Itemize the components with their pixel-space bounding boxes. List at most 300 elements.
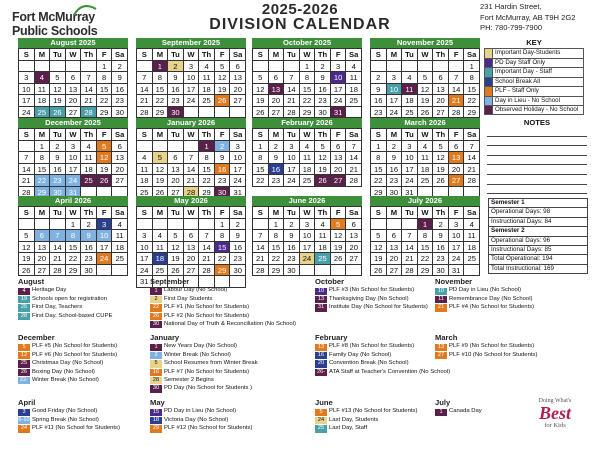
day-cell: 25 [464,253,480,265]
day-cell: 14 [81,84,97,96]
day-cell: 18 [315,242,331,254]
weekday-header: S [19,49,35,61]
event-label: Last Day, Staff [329,425,368,432]
event-label: School Resumes from Winter Break [164,360,258,367]
event-item [18,295,112,303]
event-group [150,398,252,433]
empty-cell [153,219,169,231]
day-cell: 23 [269,175,285,187]
day-cell: 24 [184,95,200,107]
day-cell: 20 [168,175,184,187]
day-cell: 29 [199,187,215,199]
weekday-header: W [184,207,200,219]
day-cell: 29 [300,107,316,119]
day-cell: 17 [300,242,316,254]
semester-line: Semester 1 [489,199,587,208]
event-month-title: September [150,277,190,286]
event-item [315,351,450,359]
day-cell: 20 [66,95,82,107]
day-cell: 24 [97,253,113,265]
event-date-swatch: 18 [150,417,162,424]
empty-cell [433,61,449,73]
empty-cell [346,107,362,119]
weekday-header: Tu [402,207,418,219]
note-line [487,156,587,166]
day-cell: 11 [300,152,316,164]
day-cell: 14 [253,242,269,254]
day-cell: 11 [418,152,434,164]
day-cell: 27 [66,107,82,119]
event-item [150,343,258,351]
day-cell: 11 [137,164,153,176]
day-cell: 12 [315,152,331,164]
event-date-swatch: 13 [435,344,447,351]
day-cell: 25 [315,253,331,265]
weekday-header: Sa [112,129,128,141]
day-cell: 8 [464,72,480,84]
day-cell: 13 [387,242,403,254]
day-cell: 3 [66,141,82,153]
day-cell: 17 [97,242,113,254]
empty-cell [387,61,403,73]
day-cell: 7 [346,141,362,153]
day-cell: 12 [97,152,113,164]
day-cell: 23 [315,95,331,107]
day-cell: 7 [199,230,215,242]
day-cell: 28 [402,265,418,277]
empty-cell [253,219,269,231]
event-date-swatch: 12 [18,352,30,359]
day-cell: 25 [112,253,128,265]
day-cell: 4 [35,72,51,84]
month-grid [370,128,480,198]
day-cell: 31 [66,187,82,199]
day-cell: 12 [168,242,184,254]
day-cell: 9 [387,152,403,164]
day-cell: 9 [371,84,387,96]
event-item [18,416,120,424]
day-cell: 10 [184,72,200,84]
month-grid [370,206,480,276]
event-label: Canada Day [449,408,482,415]
day-cell: 20 [112,164,128,176]
day-cell: 4 [112,219,128,231]
day-cell: 10 [230,152,246,164]
empty-cell [153,141,169,153]
day-cell: 26 [153,187,169,199]
day-cell: 5 [168,230,184,242]
key-swatch [484,97,493,106]
day-cell: 26 [253,107,269,119]
day-cell: 16 [215,164,231,176]
day-cell: 17 [230,164,246,176]
event-date-swatch: 19 [18,296,30,303]
event-month-title: June [315,398,333,407]
event-label: Labour Day (No School) [164,287,228,294]
day-cell: 9 [269,152,285,164]
day-cell: 7 [402,230,418,242]
weekday-header: S [253,49,269,61]
empty-cell [300,265,316,277]
event-item [150,321,296,329]
event-date-swatch: 3 [18,409,30,416]
day-cell: 22 [418,253,434,265]
event-label: Winter Break (No School) [164,351,231,358]
weekday-header: S [137,129,153,141]
weekday-header: W [66,49,82,61]
key-label: Important Day - Staff [493,68,584,77]
month-calendar [18,118,128,198]
event-label: New Years Day (No School) [164,343,238,350]
day-cell: 30 [215,187,231,199]
day-cell: 2 [215,141,231,153]
month-title: February 2026 [252,118,362,128]
day-cell: 5 [418,72,434,84]
day-cell: 2 [387,141,403,153]
weekday-header: F [449,129,465,141]
day-cell: 20 [449,164,465,176]
day-cell: 26 [19,265,35,277]
day-cell: 25 [346,95,362,107]
event-label: PLF #9 (No School for Students) [449,343,535,350]
day-cell: 3 [300,219,316,231]
day-cell: 16 [387,164,403,176]
day-cell: 5 [371,230,387,242]
day-cell: 26 [331,253,347,265]
day-cell: 6 [230,61,246,73]
day-cell: 7 [50,230,66,242]
day-cell: 21 [346,164,362,176]
empty-cell [418,61,434,73]
event-date-swatch: 30 [150,321,162,328]
day-cell: 26 [97,175,113,187]
weekday-header: S [371,129,387,141]
day-cell: 10 [402,152,418,164]
event-date-swatch: 13 [315,296,327,303]
day-cell: 15 [371,164,387,176]
day-cell: 20 [269,95,285,107]
day-cell: 27 [433,107,449,119]
event-month-title: May [150,398,165,407]
empty-cell [371,219,387,231]
phone-number: PH: 780-799-7900 [480,23,543,32]
day-cell: 30 [433,265,449,277]
day-cell: 28 [199,265,215,277]
event-item [435,295,534,303]
event-item [435,408,482,416]
month-grid [18,128,128,198]
key-swatch [484,49,493,58]
day-cell: 25 [300,175,316,187]
event-date-swatch: 26 [18,369,30,376]
event-item [150,295,296,303]
month-grid [18,206,128,276]
event-label: Family Day (No School) [329,351,392,358]
day-cell: 30 [112,107,128,119]
day-cell: 5 [215,61,231,73]
event-month-title: March [435,333,458,342]
day-cell: 28 [50,265,66,277]
day-cell: 17 [137,253,153,265]
day-cell: 20 [35,253,51,265]
day-cell: 4 [402,72,418,84]
event-item [150,377,258,385]
month-title: April 2026 [18,196,128,206]
event-item [18,408,120,416]
weekday-header: Tu [50,129,66,141]
weekday-header: Sa [464,49,480,61]
day-cell: 24 [402,175,418,187]
weekday-header: W [418,49,434,61]
key-label: Day in Lieu - No School [493,97,584,106]
event-date-swatch: 25 [18,304,30,311]
day-cell: 1 [371,141,387,153]
day-cell: 27 [269,107,285,119]
event-item [435,343,537,351]
month-calendar [370,118,480,198]
weekday-header: F [331,49,347,61]
day-cell: 10 [387,84,403,96]
key-item [484,58,584,68]
day-cell: 31 [137,276,153,288]
day-cell: 30 [50,187,66,199]
day-cell: 23 [387,175,403,187]
address-line-2: Fort McMurray, AB T9H 2G2 [480,12,576,22]
day-cell: 11 [346,72,362,84]
key-label: Important Day-Students [493,49,584,58]
day-cell: 17 [387,95,403,107]
day-cell: 5 [331,219,347,231]
event-label: PLF #11 (No School for Students) [32,425,120,432]
event-label: PLF #10 (No School for Students) [449,351,538,358]
weekday-header: Tu [50,207,66,219]
empty-cell [402,219,418,231]
day-cell: 8 [215,230,231,242]
weekday-header: Tu [284,129,300,141]
day-cell: 24 [387,107,403,119]
event-date-swatch: 5 [150,360,162,367]
day-cell: 7 [253,230,269,242]
day-cell: 6 [168,152,184,164]
day-cell: 21 [184,175,200,187]
event-date-swatch: 1 [150,288,162,295]
weekday-header: Th [81,49,97,61]
day-cell: 30 [230,265,246,277]
note-line [487,165,587,175]
address-line-1: 231 Hardin Street, [480,2,542,11]
weekday-header: Tu [402,49,418,61]
event-label: PLF #12 (No School for Students) [164,425,253,432]
day-cell: 30 [315,107,331,119]
event-label: Institute Day (No School for Students) [329,304,428,311]
weekday-header: Th [315,129,331,141]
weekday-header: Tu [168,207,184,219]
day-cell: 9 [230,230,246,242]
day-cell: 7 [137,72,153,84]
empty-cell [35,219,51,231]
event-item [315,287,428,295]
day-cell: 19 [50,95,66,107]
day-cell: 21 [19,175,35,187]
weekday-header: F [449,49,465,61]
empty-cell [402,61,418,73]
event-date-swatch: 25 [18,360,30,367]
key-item [484,86,584,96]
weekday-header: Sa [112,49,128,61]
empty-cell [253,61,269,73]
event-label: PLF #13 (No School for Students) [329,408,418,415]
day-cell: 21 [81,95,97,107]
day-cell: 14 [137,84,153,96]
day-cell: 18 [418,164,434,176]
event-label: PLF #7 (No School for Students) [164,368,250,375]
day-cell: 12 [215,72,231,84]
day-cell: 13 [346,230,362,242]
event-date-swatch: 10 [315,288,327,295]
day-cell: 16 [81,242,97,254]
event-item [150,385,258,393]
day-cell: 25 [418,175,434,187]
day-cell: 19 [331,242,347,254]
day-cell: 24 [19,107,35,119]
weekday-header: S [253,207,269,219]
weekday-header: Tu [284,49,300,61]
day-cell: 8 [153,72,169,84]
day-cell: 2 [269,141,285,153]
day-cell: 7 [464,141,480,153]
day-cell: 22 [97,95,113,107]
weekday-header: Th [433,129,449,141]
day-cell: 14 [184,164,200,176]
day-cell: 9 [112,72,128,84]
weekday-header: Tu [168,129,184,141]
day-cell: 22 [35,175,51,187]
semester-line: Total Operational: 194 [489,255,587,264]
event-item [18,360,117,368]
event-label: Spring Break (No School) [32,416,99,423]
day-cell: 2 [315,61,331,73]
weekday-header: Sa [346,129,362,141]
day-cell: 21 [199,253,215,265]
semester-line: Total Instructional: 169 [491,264,555,272]
weekday-header: W [66,207,82,219]
day-cell: 15 [35,164,51,176]
day-cell: 11 [402,84,418,96]
day-cell: 15 [97,84,113,96]
weekday-header: W [300,129,316,141]
key-item [484,67,584,77]
event-item [18,351,117,359]
event-date-swatch: 29 [150,425,162,432]
day-cell: 1 [464,61,480,73]
day-cell: 28 [137,107,153,119]
day-cell: 6 [66,72,82,84]
day-cell: 18 [137,175,153,187]
month-title: March 2026 [370,118,480,128]
day-cell: 31 [402,187,418,199]
day-cell: 17 [19,95,35,107]
day-cell: 25 [35,107,51,119]
weekday-header: M [35,129,51,141]
weekday-header: F [215,207,231,219]
day-cell: 24 [331,95,347,107]
day-cell: 24 [449,253,465,265]
day-cell: 18 [112,242,128,254]
day-cell: 23 [433,253,449,265]
weekday-header: M [269,207,285,219]
day-cell: 2 [230,219,246,231]
day-cell: 25 [81,175,97,187]
day-cell: 12 [331,230,347,242]
month-title: May 2026 [136,196,246,206]
key-label: School Break All [493,78,584,87]
month-calendar [136,196,246,288]
event-label: PLF #6 (No School for Students) [32,351,118,358]
weekday-header: Th [315,207,331,219]
day-cell: 3 [284,141,300,153]
day-cell: 28 [284,107,300,119]
badge-line-3: for Kids [544,422,566,429]
day-cell: 29 [418,265,434,277]
day-cell: 30 [284,265,300,277]
day-cell: 2 [371,72,387,84]
event-label: PLF #4 (No School for Students) [449,304,535,311]
key-label: PLF - Staff Only [493,87,584,96]
day-cell: 30 [387,187,403,199]
key-item [484,96,584,106]
day-cell: 16 [230,242,246,254]
weekday-header: M [387,129,403,141]
event-month-title: August [18,277,45,286]
badge-line-2: Best [538,403,571,423]
semester-line: Instructional Days: 85 [489,246,587,255]
day-cell: 16 [112,84,128,96]
day-cell: 18 [464,242,480,254]
day-cell: 20 [184,253,200,265]
logo-line-2: Public Schools [12,24,98,38]
day-cell: 26 [433,175,449,187]
weekday-header: W [418,129,434,141]
day-cell: 17 [184,84,200,96]
day-cell: 5 [153,152,169,164]
weekday-header: Sa [230,129,246,141]
weekday-header: S [19,129,35,141]
day-cell: 6 [346,219,362,231]
day-cell: 21 [137,95,153,107]
event-date-swatch: 1 [435,409,447,416]
event-month-title: November [435,277,473,286]
empty-cell [19,141,35,153]
month-calendar [252,118,362,187]
color-key [484,38,584,115]
day-cell: 25 [402,107,418,119]
event-month-title: April [18,398,36,407]
day-cell: 14 [464,152,480,164]
weekday-header: F [97,129,113,141]
day-cell: 13 [168,164,184,176]
day-cell: 27 [112,175,128,187]
day-cell: 26 [315,175,331,187]
day-cell: 2 [81,219,97,231]
day-cell: 15 [153,84,169,96]
note-line [487,137,587,147]
semester-line: Semester 2 [489,227,587,236]
weekday-header: Tu [50,49,66,61]
weekday-header: W [184,49,200,61]
empty-cell [19,61,35,73]
day-cell: 4 [300,141,316,153]
day-cell: 23 [81,253,97,265]
